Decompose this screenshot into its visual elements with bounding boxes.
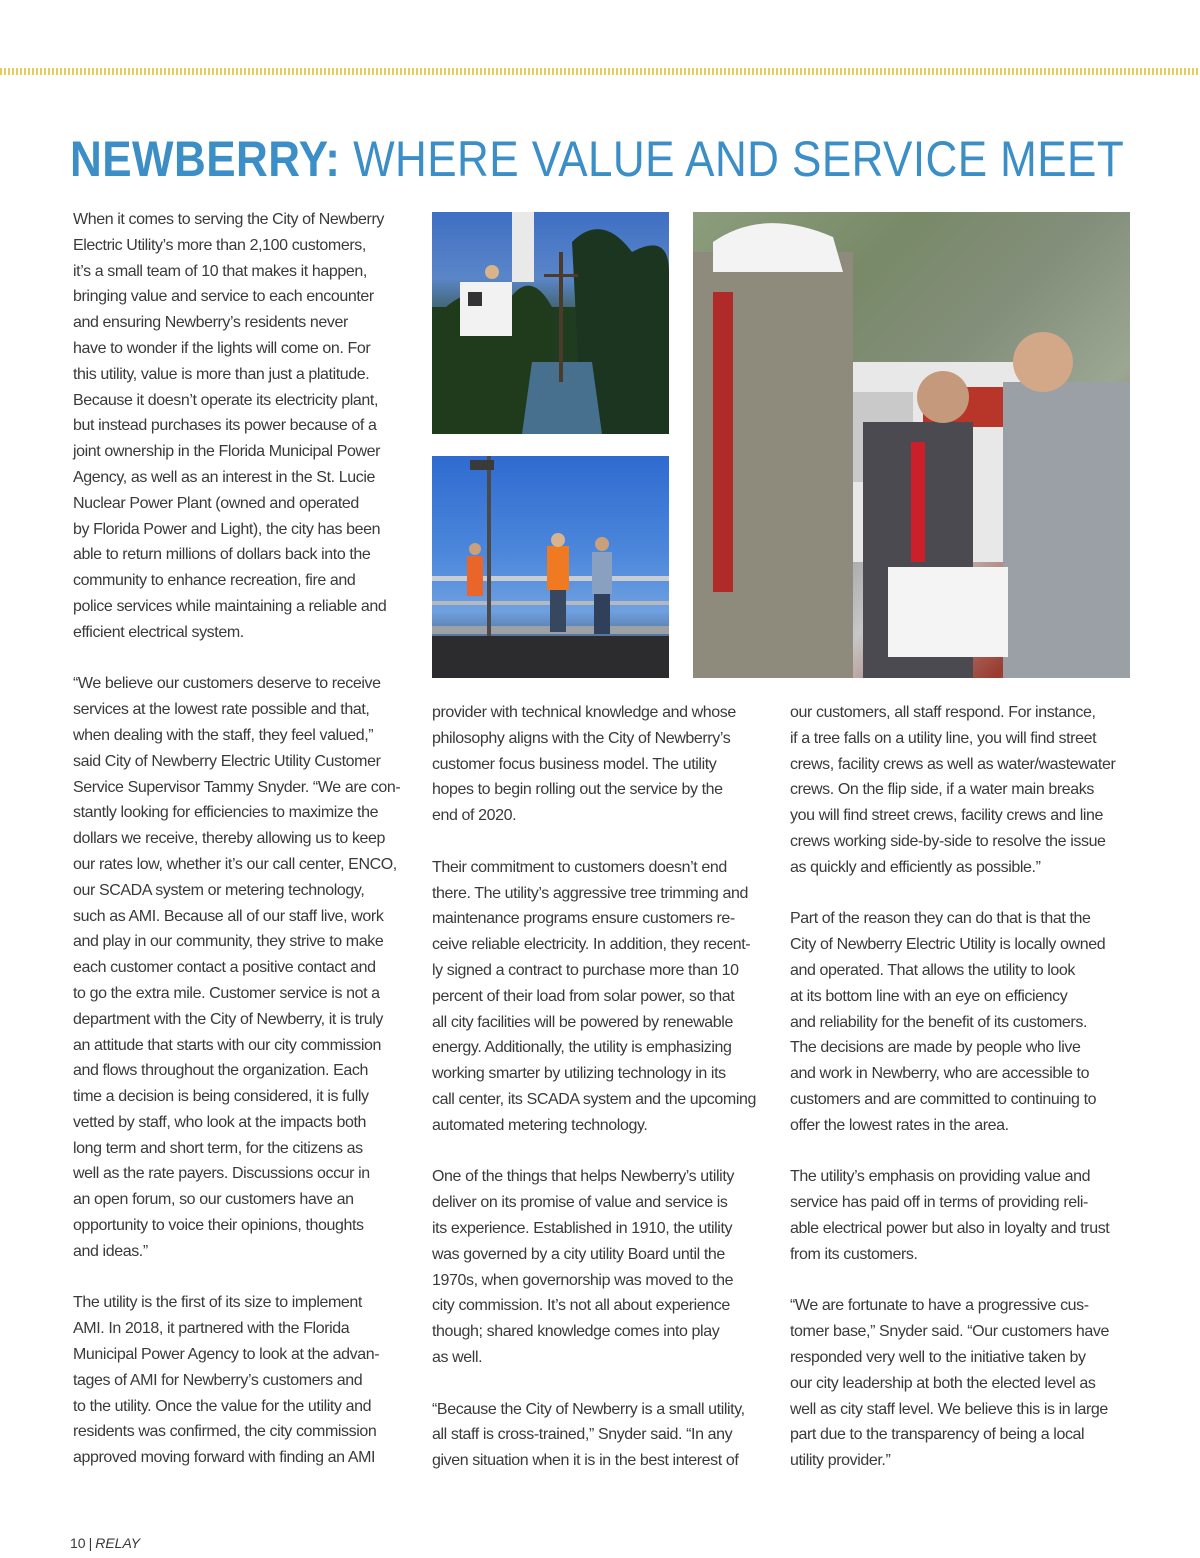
text-line: police services while maintaining a reliable and: [73, 597, 387, 615]
text-line: and ensuring Newberry’s residents never: [73, 314, 348, 332]
text-line: approved moving forward with finding an AMI: [73, 1449, 376, 1467]
text-line: from its customers.: [790, 1245, 918, 1263]
article-paragraph: [73, 671, 413, 1264]
article-paragraph: [790, 1293, 1140, 1474]
text-line: our rates low, whether it’s our call center, ENCO,: [73, 855, 397, 873]
text-line: 1970s, when governorship was moved to the: [432, 1271, 734, 1289]
text-line: and ideas.”: [73, 1242, 148, 1260]
article-column-1: [73, 207, 413, 1497]
text-line: you will find street crews, facility crews and line: [790, 807, 1104, 825]
text-line: working smarter by utilizing technology in its: [432, 1065, 726, 1083]
text-line: bringing value and service to each encounter: [73, 288, 374, 306]
photo-crew-and-officials: [693, 212, 1130, 678]
text-line: One of the things that helps Newberry’s utility: [432, 1168, 734, 1186]
text-line: “We are fortunate to have a progressive cus-: [790, 1297, 1089, 1315]
photo-bucket-truck-lineman: [432, 212, 669, 434]
text-line: said City of Newberry Electric Utility Customer: [73, 752, 381, 770]
text-line: City of Newberry Electric Utility is locally owned: [790, 936, 1106, 954]
article-paragraph: [432, 1164, 777, 1370]
text-line: deliver on its promise of value and service is: [432, 1194, 728, 1212]
text-line: tages of AMI for Newberry’s customers and: [73, 1371, 363, 1389]
article-paragraph: [432, 855, 777, 1139]
text-line: and work in Newberry, who are accessible to: [790, 1065, 1090, 1083]
text-line: our customers, all staff respond. For instance,: [790, 704, 1096, 721]
text-line: opportunity to voice their opinions, thoughts: [73, 1217, 364, 1235]
text-line: customer focus business model. The utility: [432, 755, 717, 773]
text-line: hopes to begin rolling out the service by the: [432, 781, 723, 799]
text-line: crews. On the flip side, if a water main breaks: [790, 781, 1094, 799]
text-line: responded very well to the initiative taken by: [790, 1348, 1086, 1366]
text-line: it’s a small team of 10 that makes it happen,: [73, 262, 367, 280]
text-line: able to return millions of dollars back into the: [73, 546, 371, 564]
text-line: able electrical power but also in loyalty and trust: [790, 1219, 1110, 1237]
text-line: ceive reliable electricity. In addition, they recent-: [432, 936, 751, 954]
text-line: at its bottom line with an eye on efficiency: [790, 987, 1068, 1005]
text-line: Agency, as well as an interest in the St. Lucie: [73, 468, 375, 486]
article-paragraph: [790, 906, 1140, 1138]
text-line: well as the rate payers. Discussions occur in: [73, 1165, 370, 1183]
page-number: 10: [70, 1535, 86, 1551]
page-title: [70, 128, 1124, 190]
magazine-name: RELAY: [95, 1535, 141, 1551]
text-line: service has paid off in terms of providing reli-: [790, 1194, 1088, 1212]
text-line: Because it doesn’t operate its electricity plant,: [73, 391, 379, 409]
text-line: vetted by staff, who look at the impacts both: [73, 1113, 366, 1131]
text-line: provider with technical knowledge and whose: [432, 704, 736, 721]
text-line: as quickly and efficiently as possible.”: [790, 858, 1041, 876]
text-line: offer the lowest rates in the area.: [790, 1116, 1009, 1134]
text-line: community to enhance recreation, fire and: [73, 572, 356, 590]
text-line: percent of their load from solar power, so that: [432, 987, 735, 1005]
text-line: its experience. Established in 1910, the utility: [432, 1219, 733, 1237]
text-line: crews, facility crews as well as water/wastewater: [790, 755, 1116, 773]
text-line: “We believe our customers deserve to receive: [73, 675, 381, 693]
text-line: well as city staff level. We believe this is in large: [790, 1400, 1108, 1418]
text-line: stantly looking for efficiencies to maximize the: [73, 804, 379, 822]
text-line: an attitude that starts with our city commission: [73, 1036, 382, 1054]
text-line: to the utility. Once the value for the utility and: [73, 1397, 372, 1415]
text-line: when dealing with the staff, they feel valued,”: [73, 726, 374, 744]
text-line: maintenance programs ensure customers re-: [432, 910, 735, 928]
text-line: When it comes to serving the City of Newberry: [73, 211, 385, 228]
text-line: an open forum, so our customers have an: [73, 1191, 354, 1209]
article-paragraph: [790, 700, 1140, 881]
text-line: crews working side-by-side to resolve the issue: [790, 832, 1106, 850]
text-line: Electric Utility’s more than 2,100 customers,: [73, 236, 366, 254]
text-line: The utility is the first of its size to implement: [73, 1294, 362, 1312]
text-line: department with the City of Newberry, it is truly: [73, 1010, 383, 1028]
article-column-3: [790, 700, 1140, 1500]
article-paragraph: [790, 1164, 1140, 1267]
photo-plant-observation-platform: [432, 456, 669, 678]
text-line: this utility, value is more than just a platitude.: [73, 365, 370, 383]
text-line: efficient electrical system.: [73, 623, 244, 641]
text-line: and operated. That allows the utility to look: [790, 961, 1076, 979]
text-line: there. The utility’s aggressive tree trimming and: [432, 884, 748, 902]
decorative-top-rule: [0, 68, 1200, 75]
text-line: long term and short term, for the citizens as: [73, 1139, 363, 1157]
text-line: tomer base,” Snyder said. “Our customers have: [790, 1323, 1110, 1341]
text-line: each customer contact a positive contact and: [73, 959, 376, 977]
article-paragraph: [73, 1290, 413, 1471]
text-line: AMI. In 2018, it partnered with the Florida: [73, 1320, 350, 1338]
text-line: by Florida Power and Light), the city has been: [73, 520, 381, 538]
text-line: though; shared knowledge comes into play: [432, 1323, 720, 1341]
article-column-2: [432, 700, 777, 1500]
text-line: customers and are committed to continuing to: [790, 1090, 1097, 1108]
text-line: philosophy aligns with the City of Newberry’s: [432, 729, 731, 747]
text-line: our city leadership at both the elected level as: [790, 1374, 1096, 1392]
text-line: was governed by a city utility Board until the: [432, 1245, 725, 1263]
article-paragraph: [432, 1397, 777, 1474]
text-line: all city facilities will be powered by renewable: [432, 1013, 733, 1031]
text-line: if a tree falls on a utility line, you will find street: [790, 729, 1097, 747]
text-line: dollars we receive, thereby allowing us to keep: [73, 830, 386, 848]
page-footer: [70, 1533, 140, 1553]
text-line: have to wonder if the lights will come on. For: [73, 339, 371, 357]
text-line: ly signed a contract to purchase more than 10: [432, 961, 739, 979]
text-line: such as AMI. Because all of our staff live, work: [73, 907, 384, 925]
footer-separator: |: [88, 1535, 93, 1551]
text-line: Part of the reason they can do that is that the: [790, 910, 1091, 928]
text-line: Service Supervisor Tammy Snyder. “We are con-: [73, 778, 401, 796]
text-line: The decisions are made by people who live: [790, 1039, 1081, 1057]
title-light: WHERE VALUE AND SERVICE MEET: [353, 131, 1125, 187]
text-line: utility provider.”: [790, 1452, 891, 1470]
text-line: as well.: [432, 1348, 483, 1366]
text-line: automated metering technology.: [432, 1116, 648, 1134]
text-line: and reliability for the benefit of its customers.: [790, 1013, 1087, 1031]
article-paragraph: [432, 700, 777, 829]
text-line: energy. Additionally, the utility is emphasizing: [432, 1039, 732, 1057]
text-line: all staff is cross-trained,” Snyder said. “In any: [432, 1426, 733, 1444]
text-line: time a decision is being considered, it is fully: [73, 1088, 369, 1106]
text-line: our SCADA system or metering technology,: [73, 881, 365, 899]
text-line: and flows throughout the organization. Each: [73, 1062, 369, 1080]
article-paragraph: [73, 207, 413, 646]
text-line: given situation when it is in the best interest of: [432, 1452, 739, 1470]
text-line: Municipal Power Agency to look at the advan-: [73, 1346, 380, 1364]
text-line: and play in our community, they strive to make: [73, 933, 384, 951]
text-line: to go the extra mile. Customer service is not a: [73, 984, 380, 1002]
text-line: services at the lowest rate possible and that,: [73, 701, 370, 719]
title-bold: NEWBERRY:: [70, 131, 341, 187]
text-line: part due to the transparency of being a local: [790, 1426, 1085, 1444]
text-line: but instead purchases its power because of a: [73, 417, 377, 435]
text-line: joint ownership in the Florida Municipal Power: [73, 443, 381, 461]
text-line: Nuclear Power Plant (owned and operated: [73, 494, 359, 512]
text-line: The utility’s emphasis on providing value and: [790, 1168, 1091, 1186]
text-line: call center, its SCADA system and the upcoming: [432, 1090, 756, 1108]
text-line: end of 2020.: [432, 807, 517, 825]
text-line: residents was confirmed, the city commission: [73, 1423, 377, 1441]
text-line: “Because the City of Newberry is a small utility,: [432, 1400, 745, 1418]
text-line: city commission. It’s not all about experience: [432, 1297, 730, 1315]
text-line: Their commitment to customers doesn’t end: [432, 858, 727, 876]
